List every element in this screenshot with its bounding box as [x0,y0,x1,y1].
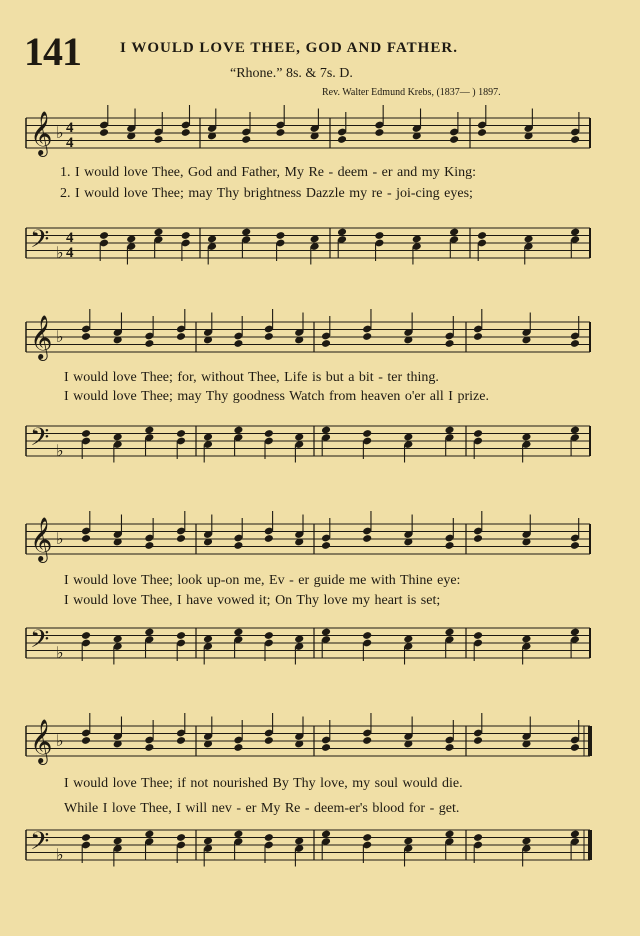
notehead [473,736,483,745]
music-system-2 [0,304,640,474]
notehead [81,534,91,543]
author-credit: Rev. Walter Edmund Krebs, (1837— ) 1897. [322,87,501,98]
notehead [176,833,186,842]
flat-sign-icon: ♭ [56,327,64,346]
notehead [233,541,243,550]
notehead [81,736,91,745]
notehead [153,135,163,144]
notehead [473,429,483,438]
notehead [362,332,372,341]
notehead [473,833,483,842]
flat-sign-icon: ♭ [56,731,64,750]
notehead [473,534,483,543]
notehead [362,833,372,842]
time-signature: 4 [66,230,74,246]
notehead [144,743,154,752]
flat-sign-icon: ♭ [56,243,64,262]
notehead [449,135,459,144]
notehead [99,231,109,240]
notehead [99,128,109,137]
flat-sign-icon: ♭ [56,529,64,548]
notehead [337,135,347,144]
notehead [362,534,372,543]
treble-clef-icon: 𝄞 [30,719,53,763]
notehead [176,736,186,745]
notehead [362,736,372,745]
notehead [473,631,483,640]
notehead [264,631,274,640]
notehead [264,833,274,842]
hymn-title: I WOULD LOVE THEE, GOD AND FATHER. [120,40,458,56]
notehead [570,541,580,550]
notehead [81,429,91,438]
notehead [264,332,274,341]
notehead [321,541,331,550]
flat-sign-icon: ♭ [56,123,64,142]
notehead [275,231,285,240]
notehead [181,128,191,137]
lyric-line-verse-1: 1. I would love Thee, God and Father, My Re - deem - er and my King: [60,165,477,180]
flat-sign-icon: ♭ [56,643,64,662]
notehead [181,231,191,240]
lyric-line-verse-1: I would love Thee; for, without Thee, Life is but a bit - ter thing. [64,370,439,385]
music-system-3 [0,506,640,676]
notehead [444,339,454,348]
lyric-line-verse-2: While I love Thee, I will nev - er My Re - deem-er's blood for - get. [64,801,460,816]
notehead [570,135,580,144]
bass-clef-icon: 𝄢 [30,423,50,458]
bass-clef-icon: 𝄢 [30,827,50,862]
notehead [477,128,487,137]
notehead [374,231,384,240]
notehead [570,339,580,348]
notehead [362,429,372,438]
notehead [81,332,91,341]
lyric-line-verse-2: I would love Thee, I have vowed it; On Thy love my heart is set; [64,593,441,608]
notehead [233,743,243,752]
notehead [444,541,454,550]
music-staves-3 [0,506,640,676]
notehead [241,135,251,144]
notehead [473,332,483,341]
notehead [444,743,454,752]
treble-clef-icon: 𝄞 [30,517,53,561]
music-system-1 [0,100,640,280]
notehead [176,332,186,341]
notehead [176,429,186,438]
notehead [176,534,186,543]
bass-clef-icon: 𝄢 [30,625,50,660]
hymn-number: 141 [24,29,81,74]
notehead [477,231,487,240]
bass-clef-icon: 𝄢 [30,225,50,260]
tune-meter-line: “Rhone.” 8s. & 7s. D. [230,66,353,81]
notehead [374,128,384,137]
lyric-line-verse-2: I would love Thee; may Thy goodness Watch from heaven o'er all I prize. [64,389,489,404]
notehead [233,339,243,348]
notehead [321,743,331,752]
notehead [275,128,285,137]
notehead [81,833,91,842]
treble-clef-icon: 𝄞 [30,111,53,155]
notehead [321,339,331,348]
notehead [144,339,154,348]
notehead [264,736,274,745]
notehead [81,631,91,640]
music-staves-4 [0,708,640,888]
notehead [264,429,274,438]
time-signature: 4 [66,135,74,151]
notehead [362,631,372,640]
time-signature: 4 [66,120,74,136]
notehead [264,534,274,543]
lyric-line-verse-1: I would love Thee; if not nourished By Thy love, my soul would die. [64,776,463,791]
flat-sign-icon: ♭ [56,845,64,864]
lyric-line-verse-1: I would love Thee; look up-on me, Ev - er guide me with Thine eye: [64,573,461,588]
notehead [176,631,186,640]
notehead [144,541,154,550]
time-signature: 4 [66,245,74,261]
music-system-4 [0,708,640,888]
flat-sign-icon: ♭ [56,441,64,460]
lyric-line-verse-2: 2. I would love Thee; may Thy brightness Dazzle my re - joi-cing eyes; [60,186,473,201]
notehead [570,743,580,752]
treble-clef-icon: 𝄞 [30,315,53,359]
